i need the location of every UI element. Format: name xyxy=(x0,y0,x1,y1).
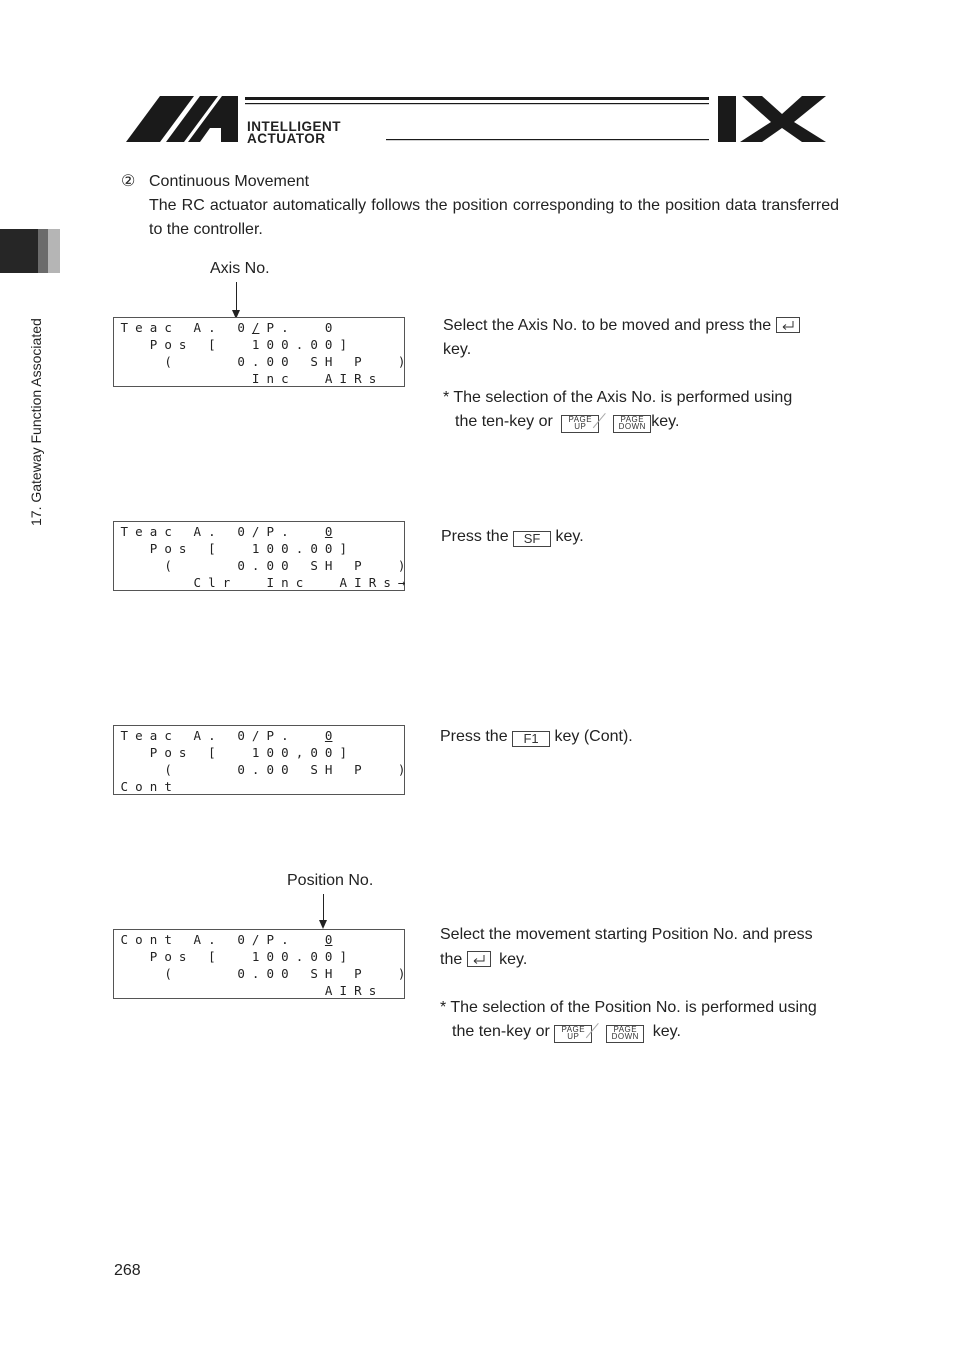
section-number: ② xyxy=(121,173,136,190)
step1-note-key-suffix: key. xyxy=(651,413,680,430)
position-no-arrow-line xyxy=(323,894,324,922)
step2-text-a: Press the xyxy=(441,528,509,545)
position-no-arrow-head xyxy=(319,920,327,929)
position-no-callout: Position No. xyxy=(287,872,374,889)
lcd-row: T e a c A . 0 / P . 0 xyxy=(120,728,333,743)
step4-text-c: key. xyxy=(499,951,528,968)
lcd-row: T e a c A . 0 / P . 0 xyxy=(120,320,333,335)
page-down-key-icon: PAGE DOWN xyxy=(606,1025,644,1043)
axis-no-callout: Axis No. xyxy=(210,260,270,277)
step1-note-text: the ten-key or xyxy=(455,413,553,430)
lcd-row: P o s [ 1 0 0 . 0 0 ] xyxy=(149,541,348,556)
lcd-row: C l r I n c A I R s → xyxy=(193,575,406,590)
teaching-screen-3 xyxy=(113,725,405,795)
step4-line1: Select the movement starting Position No. and press xyxy=(440,926,813,943)
teaching-screen-1 xyxy=(113,317,405,387)
step3-instruction xyxy=(440,725,633,749)
axis-no-arrow-line xyxy=(236,282,237,312)
lcd-row: A I R s xyxy=(324,983,377,998)
step4-line2 xyxy=(440,948,527,972)
lcd-row: C o n t xyxy=(120,779,172,794)
lcd-row: ( 0 . 0 0 S H P ) xyxy=(164,558,406,573)
teaching-screen-2 xyxy=(113,521,405,591)
step3-text-a: Press the xyxy=(440,728,508,745)
chapter-tab-dark xyxy=(0,229,38,273)
sf-key-icon: SF xyxy=(513,531,551,547)
step1-instruction xyxy=(443,314,843,362)
page-up-key-icon: PAGE UP xyxy=(554,1025,592,1043)
logo-line-1: INTELLIGENT xyxy=(247,119,341,134)
step4-note-line1: * The selection of the Position No. is performed using xyxy=(440,999,817,1016)
ia-logo-mark xyxy=(126,94,826,146)
step1-note-line2 xyxy=(455,410,679,434)
lcd-row: ( 0 . 0 0 S H P ) xyxy=(164,966,406,981)
step4-note-line2 xyxy=(452,1020,681,1044)
lcd-row: ( 0 . 0 0 S H P ) xyxy=(164,354,406,369)
step2-text-b: key. xyxy=(555,528,584,545)
page-up-key-icon: PAGE UP xyxy=(561,415,599,433)
section-title: Continuous Movement xyxy=(149,173,310,190)
lcd-row: P o s [ 1 0 0 . 0 0 ] xyxy=(149,337,348,352)
enter-key-icon xyxy=(776,317,800,333)
intelligent-actuator-logo xyxy=(126,94,826,146)
step1-text-a: Select the Axis No. to be moved and press the xyxy=(443,317,772,334)
step2-instruction xyxy=(441,525,584,549)
step1-note-line1: * The selection of the Axis No. is performed using xyxy=(443,389,793,406)
page-down-key-icon: PAGE DOWN xyxy=(613,415,651,433)
chapter-tab-mid xyxy=(38,229,48,273)
slash-divider xyxy=(599,413,613,429)
chapter-label: 17. Gateway Function Associated xyxy=(28,318,44,526)
lcd-row: ( 0 . 0 0 S H P ) xyxy=(164,762,406,777)
enter-key-icon xyxy=(467,951,491,967)
chapter-tab-light xyxy=(48,229,60,273)
step4-note-key-suffix: key. xyxy=(652,1023,681,1040)
teaching-screen-4 xyxy=(113,929,405,999)
lcd-row: T e a c A . 0 / P . 0 xyxy=(120,524,333,539)
step4-note-text: the ten-key or xyxy=(452,1023,550,1040)
step1-text-b: key. xyxy=(443,341,472,358)
step4-text-b: the xyxy=(440,951,463,968)
step3-text-b: key (Cont). xyxy=(554,728,633,745)
logo-line-2: ACTUATOR xyxy=(247,131,326,146)
lcd-row: P o s [ 1 0 0 . 0 0 ] xyxy=(149,949,348,964)
lcd-row: P o s [ 1 0 0 , 0 0 ] xyxy=(149,745,348,760)
lcd-row: C o n t A . 0 / P . 0 xyxy=(120,932,333,947)
lcd-row: I n c A I R s xyxy=(251,371,377,386)
page-number: 268 xyxy=(114,1262,141,1279)
slash-divider xyxy=(592,1023,606,1039)
f1-key-icon: F1 xyxy=(512,731,550,747)
section-description: The RC actuator automatically follows the position corresponding to the position data transferred to the controller. xyxy=(149,197,839,238)
